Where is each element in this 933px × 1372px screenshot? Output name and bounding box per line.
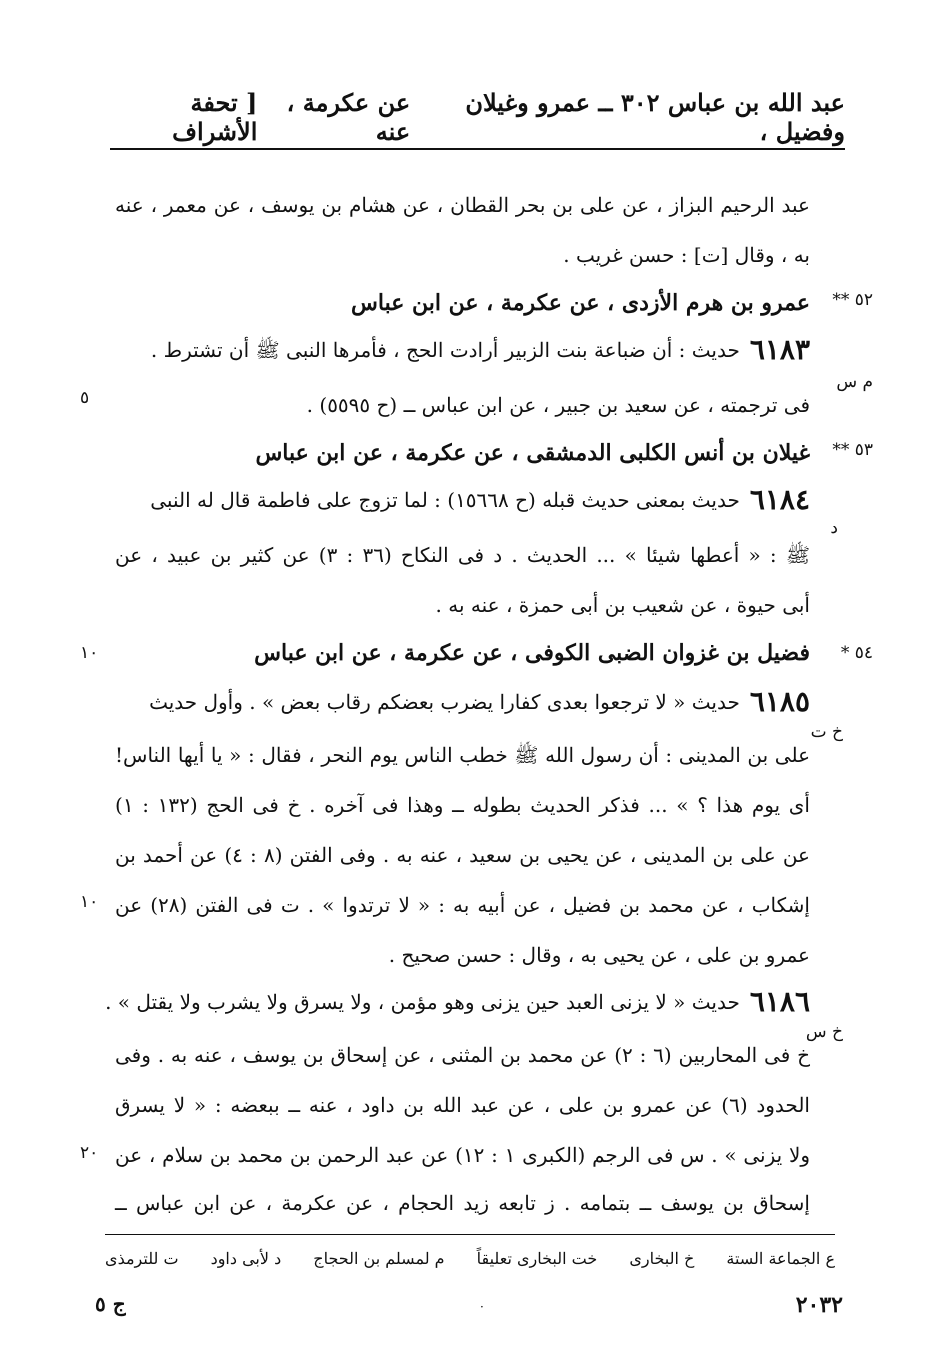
text-line: به ، وقال [ت] : حسن غريب . xyxy=(563,243,810,267)
section-marker: ٥٣ ** xyxy=(832,440,873,460)
text-line: عبد الرحيم البزاز ، عن على بن بحر القطان ، عن هشام بن يوسف ، عن معمر ، عنه xyxy=(115,193,810,217)
header-middle: عن عكرمة ، عنه xyxy=(286,88,411,146)
side-code: د xyxy=(830,518,838,538)
narrator-heading: غيلان بن أنس الكلبى الدمشقى ، عن عكرمة ، عن ابن عباس xyxy=(255,440,810,466)
hadith-number: ٦١٨٤ xyxy=(749,483,810,516)
text-line: خ فى المحاربين (٦ : ٢) عن محمد بن المثنى ، عن إسحاق بن يوسف ، عنه به . وفى xyxy=(115,1043,811,1067)
abbrev-item: خت البخارى تعليقاً xyxy=(476,1248,598,1268)
header-rule xyxy=(110,148,845,150)
text-line: عن على بن المدينى ، عن يحيى بن سعيد ، عنه به . وفى الفتن (٨ : ٤) عن أحمد بن xyxy=(115,843,810,867)
line-number: ٥ xyxy=(80,388,90,408)
abbrev-item: م لمسلم بن الحجاج xyxy=(313,1248,445,1268)
page-number: ٢٠٣٢ xyxy=(795,1292,843,1318)
hadith-line xyxy=(105,982,810,1022)
section-marker: ٥٤ * xyxy=(840,643,873,663)
hadith-line xyxy=(115,330,810,370)
side-code: م س xyxy=(836,372,873,392)
hadith-line xyxy=(115,682,810,722)
hadith-text: حديث بمعنى حديث قبله (ح ١٥٦٦٨) : لما تزوج على فاطمة قال له النبى xyxy=(150,488,740,512)
line-number: ٢٠ xyxy=(80,1143,99,1163)
abbrev-item: ت للترمذى xyxy=(105,1248,179,1268)
hadith-line xyxy=(115,480,810,520)
volume-label: ج ٥ xyxy=(95,1292,126,1316)
section-marker: ٥٢ ** xyxy=(832,290,873,310)
text-line: الحدود (٦) عن عمرو بن على ، عن عبد الله بن داود ، عنه ــ ببعضه : « لا يسرق xyxy=(115,1093,810,1117)
text-line: على بن المدينى : أن رسول الله ﷺ خطب الناس يوم النحر ، فقال : « يا أيها الناس! xyxy=(115,743,810,767)
stray-dot: · xyxy=(480,1300,484,1314)
text-line: أى يوم هذا ؟ » ... فذكر الحديث بطوله ــ وهذا فى آخره . خ فى الحج (١٣٢ : ١) xyxy=(115,793,810,817)
side-code: خ ت xyxy=(810,722,843,742)
narrator-heading: عمرو بن هرم الأزدى ، عن عكرمة ، عن ابن عباس xyxy=(351,290,810,316)
header-right: عبد الله بن عباس ٣٠٢ ــ عمرو وغيلان وفضيل ، xyxy=(465,88,845,146)
hadith-number: ٦١٨٦ xyxy=(749,985,810,1018)
hadith-number: ٦١٨٣ xyxy=(749,333,810,366)
text-line: ﷺ : « أعطها شيئا » ... الحديث . د فى النكاح (٣٦ : ٣) عن كثير بن عبيد ، عن xyxy=(115,543,810,567)
abbrev-item: ع الجماعة الستة xyxy=(726,1248,835,1268)
hadith-text: حديث « لا يزنى العبد حين يزنى وهو مؤمن ، ولا يسرق ولا يشرب ولا يقتل » . xyxy=(105,990,740,1014)
abbrev-item: د لأبى داود xyxy=(210,1248,282,1268)
footer-rule xyxy=(105,1234,835,1235)
text-line: أبى حيوة ، عن شعيب بن أبى حمزة ، عنه به . xyxy=(435,593,810,617)
hadith-text: حديث : أن ضباعة بنت الزبير أرادت الحج ، فأمرها النبى ﷺ أن تشترط . xyxy=(150,338,740,362)
hadith-text: حديث « لا ترجعوا بعدى كفارا يضرب بعضكم رقاب بعض » . وأول حديث xyxy=(149,690,740,714)
side-code: خ س xyxy=(805,1022,843,1042)
text-line: ولا يزنى » . س فى الرجم (الكبرى ١ : ١٢) عن عبد الرحمن بن محمد بن سلام ، عن xyxy=(115,1143,811,1167)
line-number: ١٠ xyxy=(80,643,99,663)
text-line: إشكاب ، عن محمد بن فضيل ، عن أبيه به : « لا ترتدوا » . ت فى الفتن (٢٨) عن xyxy=(115,893,810,917)
text-line: إسحاق بن يوسف ــ بتمامه . ز تابعه زيد الحجام ، عن عكرمة ، عن ابن عباس ــ xyxy=(115,1191,810,1215)
hadith-number: ٦١٨٥ xyxy=(749,685,810,718)
running-header xyxy=(110,88,845,146)
header-left: [ تحفة الأشراف xyxy=(172,88,258,146)
line-number: ١٠ xyxy=(80,892,99,912)
abbrev-item: خ البخارى xyxy=(629,1248,695,1268)
abbreviation-key xyxy=(105,1243,835,1273)
text-line: فى ترجمته ، عن سعيد بن جبير ، عن ابن عباس ــ (ح ٥٥٩٥) . xyxy=(306,393,810,417)
narrator-heading: فضيل بن غزوان الضبى الكوفى ، عن عكرمة ، عن ابن عباس xyxy=(254,640,810,666)
text-line: عمرو بن على ، عن يحيى به ، وقال : حسن صحيح . xyxy=(388,943,810,967)
